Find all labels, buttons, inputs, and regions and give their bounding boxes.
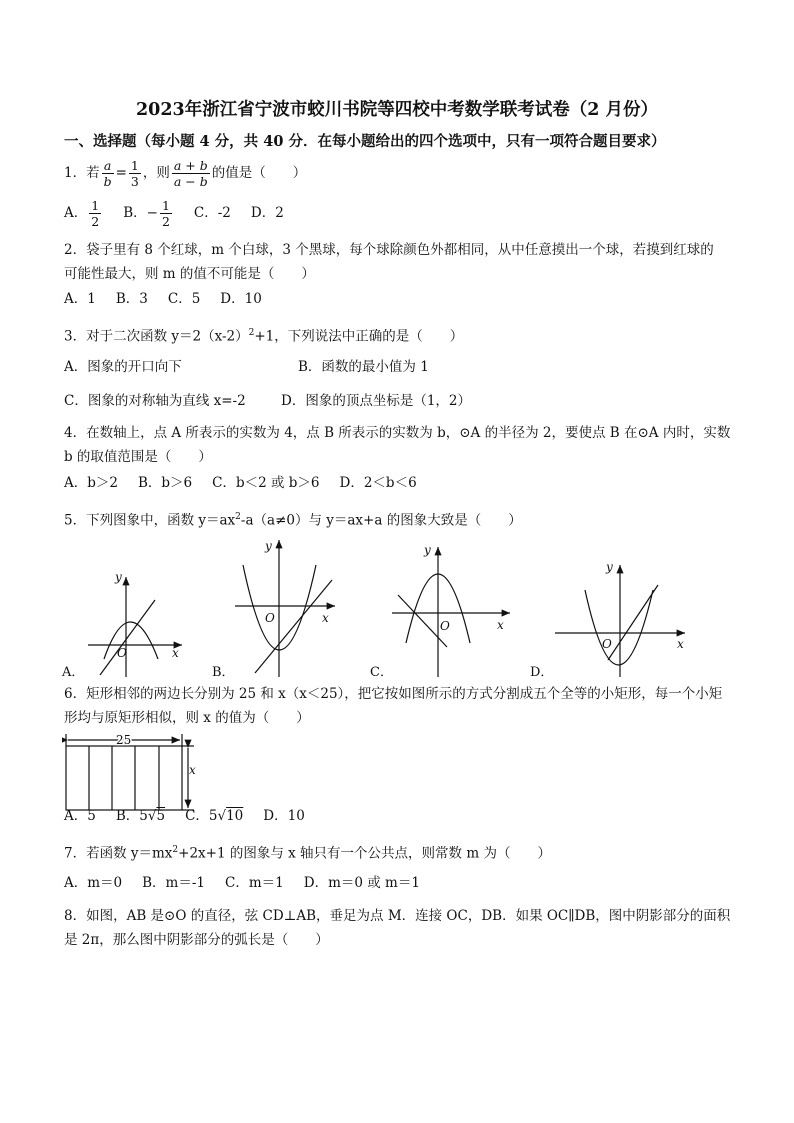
- q5-c-origin: O: [440, 619, 450, 633]
- q5-graph-label-c: C．: [370, 665, 393, 680]
- q7-options: [64, 873, 440, 893]
- q5-graphs: [60, 535, 710, 685]
- q5-b-origin: O: [265, 611, 275, 625]
- q2-option-c: C．5: [167, 291, 201, 307]
- q1-tail: 的值是（ ）: [211, 165, 307, 181]
- q6-option-b: B．5√5: [115, 808, 166, 824]
- q1-fraction-a-b: $\frac{a}{b}$: [103, 158, 112, 189]
- q2-option-d: D．10: [220, 291, 262, 307]
- q6-option-c: C．5√10: [185, 808, 244, 824]
- q2-options: [64, 289, 282, 309]
- q3-option-b: B．函数的最小值为 1: [298, 359, 429, 375]
- q4-options: [64, 473, 437, 493]
- q5-a-y-label: y: [115, 570, 122, 584]
- q5-graph-d: [555, 565, 685, 677]
- q2-option-a: A．1: [64, 291, 96, 307]
- q6-options: [64, 806, 325, 826]
- q5-b-y-label: y: [265, 539, 272, 553]
- q3-stem: 3．对于二次函数 $y=2(x-2)^2+1$，下列说法中正确的是（ ）: [64, 328, 464, 345]
- q1-option-d: D．2: [250, 205, 284, 221]
- q6-option-a: A．5: [64, 808, 96, 824]
- q5-graph-label-b: B．: [212, 665, 235, 680]
- q5-b-x-label: x: [322, 611, 329, 625]
- q5-a-x-label: x: [172, 646, 179, 660]
- q4-option-b: B．b＞6: [137, 475, 193, 491]
- q4-line-1: 4．在数轴上，点 A 所表示的实数为 4，点 B 所表示的实数为 b，⊙A 的半径为 2，要使点 B 在⊙A 内时，实数: [64, 425, 731, 441]
- q5-c-y-label: y: [424, 543, 431, 557]
- q5-graph-c: [392, 547, 510, 677]
- q4-line-2: b 的取值范围是（ ）: [64, 449, 212, 465]
- q1-equals: =: [115, 165, 127, 181]
- q7-stem: 7．若函数 $y=mx^2+2x+1$ 的图象与 x 轴只有一个公共点，则常数 m 为（ ）: [64, 845, 551, 862]
- q1-option-b: B．− $\frac{1}{2}$: [123, 198, 170, 229]
- q3-option-a: A．图象的开口向下: [64, 359, 182, 375]
- q5-d-origin: O: [602, 637, 612, 651]
- q8-line-2: 是 2π，那么图中阴影部分的弧长是（ ）: [64, 932, 329, 948]
- page-title: 2023年浙江省宁波市蛟川书院等四校中考数学联考试卷（2 月份）: [136, 100, 658, 120]
- q7-option-a: A．m＝0: [64, 875, 123, 891]
- q2-line-2: 可能性最大，则 m 的值不可能是（ ）: [64, 266, 315, 282]
- q1-option-a: A． $\frac{1}{2}$: [64, 198, 100, 229]
- q5-a-origin: O: [117, 646, 127, 660]
- q2-option-b: B．3: [115, 291, 148, 307]
- q4-option-d: D．2＜b＜6: [339, 475, 417, 491]
- q1-fraction-expression: $\frac{a + b}{a - b}$: [173, 158, 208, 189]
- question-1: [64, 158, 306, 189]
- q5-graph-b: [235, 540, 335, 677]
- q3-option-c: C．图象的对称轴为直线 x=-2: [64, 393, 246, 409]
- q1-fraction-one-third: $\frac{1}{3}$: [130, 158, 139, 189]
- q6-option-d: D．10: [263, 808, 305, 824]
- q5-graph-label-d: D．: [530, 665, 554, 680]
- q6-rectangle-figure: [62, 730, 212, 815]
- q7-option-b: B．m＝-1: [142, 875, 206, 891]
- q4-option-c: C．b＜2 或 b＞6: [212, 475, 320, 491]
- q3-option-d: D．图象的顶点坐标是（1，2）: [281, 393, 472, 409]
- q4-option-a: A．b＞2: [64, 475, 118, 491]
- q8-line-1: 8．如图，AB 是⊙O 的直径，弦 CD⊥AB，垂足为点 M．连接 OC，DB．如果 OC∥DB，图中阴影部分的面积: [64, 908, 731, 924]
- q5-stem: 5．下列图象中，函数 $y=ax^2-a(a\ne 0)$与 y＝ax+a 的图象大致是（ ）: [64, 512, 522, 529]
- q1-mid: ，则: [142, 165, 170, 181]
- q7-option-d: D．m＝0 或 m＝1: [303, 875, 420, 891]
- q2-line-1: 2．袋子里有 8 个红球，m 个白球，3 个黑球，每个球除颜色外都相同，从中任意摸出一个球，若摸到红球的: [64, 242, 714, 258]
- q5-graph-a: [88, 577, 182, 677]
- q1-option-c: C．-2: [193, 205, 231, 221]
- q7-option-c: C．m＝1: [225, 875, 284, 891]
- q5-graph-label-a: A．: [62, 665, 85, 680]
- q6-line-1: 6．矩形相邻的两边长分别为 25 和 x（x＜25），把它按如图所示的方式分割成五个全等的小矩形，每一个小矩: [64, 686, 723, 702]
- q5-d-y-label: y: [606, 560, 613, 574]
- q5-d-x-label: x: [677, 637, 684, 651]
- q5-c-x-label: x: [497, 618, 504, 632]
- q1-options: [64, 198, 304, 229]
- q1-lead: 1．若: [64, 165, 100, 181]
- q6-figure-length-label: 25: [116, 733, 132, 747]
- section-heading: 一、选择题（每小题 4 分，共 40 分．在每小题给出的四个选项中，只有一项符合题目要求）: [64, 133, 666, 150]
- q6-line-2: 形均与原矩形相似，则 x 的值为（ ）: [64, 710, 310, 726]
- q6-figure-width-label: x: [189, 763, 196, 777]
